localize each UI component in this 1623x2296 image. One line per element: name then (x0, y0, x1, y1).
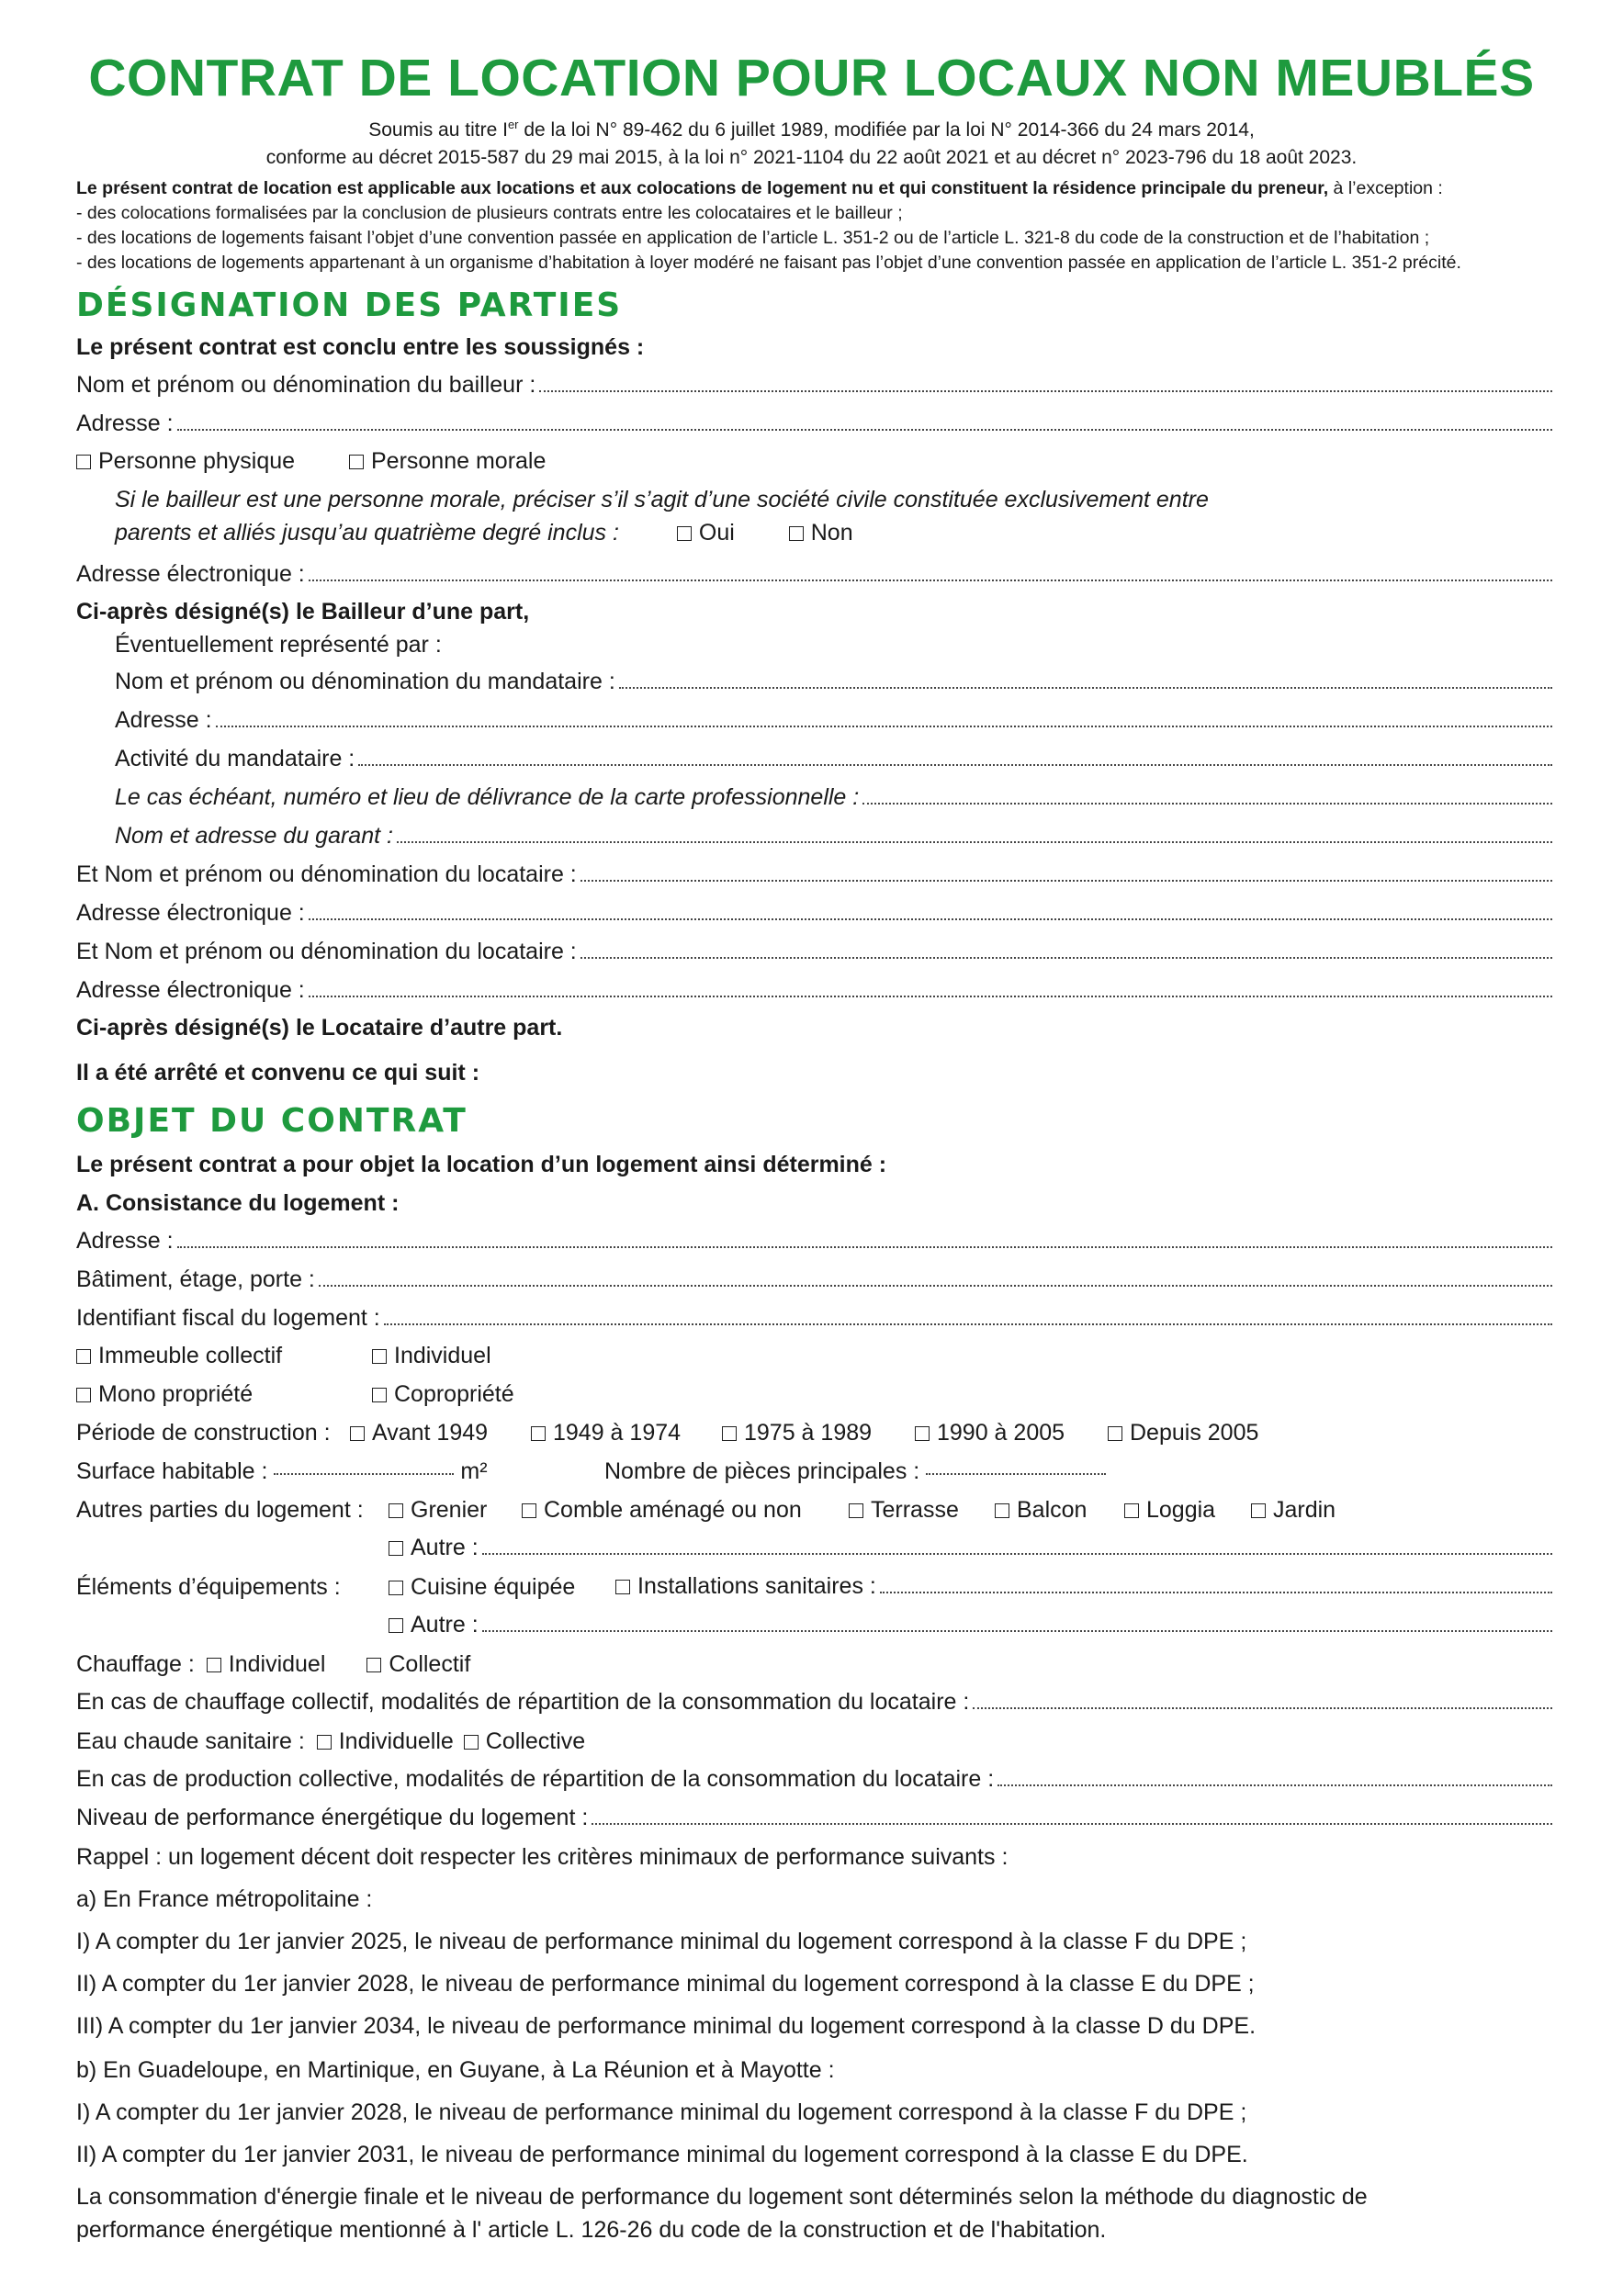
option-label: Individuel (394, 1343, 491, 1368)
field-label: Activité du mandataire : (115, 746, 355, 771)
field-mandataire-name[interactable] (115, 664, 1552, 695)
represente-label: Éventuellement représenté par : (115, 632, 442, 658)
fill-line[interactable] (384, 1322, 1552, 1325)
fill-line[interactable] (482, 1629, 1552, 1632)
outremer-item: I) A compter du 1er janvier 2028, le niveau de performance minimal du logement correspond à la classe F du DPE ; (76, 2099, 1247, 2125)
checkbox-personne-morale[interactable] (349, 448, 546, 475)
fill-line[interactable] (539, 389, 1552, 392)
checkbox-icon[interactable] (76, 1349, 91, 1364)
checkbox-jardin[interactable] (1251, 1497, 1336, 1524)
checkbox-loggia[interactable] (1124, 1497, 1215, 1524)
fill-line[interactable] (309, 579, 1552, 581)
field-sanitaires[interactable] (615, 1569, 1552, 1600)
subtitle-superscript: er (507, 118, 519, 131)
checkbox-icon[interactable] (207, 1658, 221, 1672)
bailleur-designation: Ci-après désigné(s) le Bailleur d’une part, (76, 599, 530, 625)
option-label: Individuel (228, 1651, 326, 1677)
checkbox-icon[interactable] (76, 1388, 91, 1402)
field-autre-equipements[interactable] (389, 1607, 1552, 1638)
field-logement-address[interactable] (76, 1223, 1552, 1255)
checkbox-periode-1[interactable] (350, 1420, 488, 1446)
checkbox-periode-3[interactable] (722, 1420, 872, 1446)
fill-line[interactable] (973, 1706, 1552, 1709)
checkbox-periode-2[interactable] (531, 1420, 681, 1446)
field-label: Nom et adresse du garant : (115, 823, 393, 849)
field-chauffage-modalites[interactable] (76, 1684, 1552, 1716)
checkbox-non[interactable] (789, 520, 853, 546)
chauffage-label: Chauffage : (76, 1651, 195, 1677)
field-bailleur-name[interactable] (76, 367, 1552, 399)
checkbox-icon[interactable] (389, 1581, 403, 1595)
section-heading-objet: OBJET DU CONTRAT (76, 1102, 468, 1140)
option-label: Balcon (1017, 1497, 1088, 1523)
field-label: Autre : (411, 1535, 479, 1560)
field-label: Adresse électronique : (76, 977, 305, 1003)
checkbox-icon[interactable] (389, 1503, 403, 1518)
checkbox-icon[interactable] (366, 1658, 381, 1672)
checkbox-copropriete[interactable] (372, 1381, 514, 1408)
field-bailleur-address[interactable] (76, 406, 1552, 437)
checkbox-eau-collective[interactable] (464, 1728, 585, 1755)
field-label: Nom et prénom ou dénomination du mandataire : (115, 669, 615, 694)
fill-line[interactable] (309, 995, 1552, 997)
fill-line[interactable] (309, 917, 1552, 920)
section-heading-parties: DÉSIGNATION DES PARTIES (76, 287, 623, 324)
checkbox-icon[interactable] (677, 526, 692, 541)
checkbox-icon[interactable] (464, 1735, 479, 1750)
equipements-label: Éléments d’équipements : (76, 1574, 341, 1600)
fill-line[interactable] (177, 428, 1552, 431)
option-label: Terrasse (871, 1497, 959, 1523)
field-label: Niveau de performance énergétique du logement : (76, 1805, 589, 1830)
rappel-text: Rappel : un logement décent doit respecter les critères minimaux de performance suivants : (76, 1844, 1009, 1870)
autres-parties-label: Autres parties du logement : (76, 1497, 364, 1523)
field-label: Et Nom et prénom ou dénomination du locataire : (76, 939, 577, 964)
metropole-item: III) A compter du 1er janvier 2034, le niveau de performance minimal du logement correspond à la classe D du DPE. (76, 2013, 1257, 2039)
field-label: Installations sanitaires : (637, 1573, 876, 1599)
checkbox-icon[interactable] (615, 1580, 630, 1594)
checkbox-icon[interactable] (372, 1388, 387, 1402)
field-label: Identifiant fiscal du logement : (76, 1305, 380, 1331)
subtitle-line-2: conforme au décret 2015-587 du 29 mai 2015, à la loi n° 2021-1104 du 22 août 2021 et au décret n° 2023-796 du 18 août 2023. (265, 147, 1358, 168)
subtitle-text: de la loi N° 89-462 du 6 juillet 1989, modifiée par la loi N° 2014-366 du 24 mars 2014, (518, 119, 1255, 141)
fill-line[interactable] (397, 840, 1552, 843)
checkbox-chauffage-collectif[interactable] (366, 1651, 470, 1678)
option-label: Cuisine équipée (411, 1574, 576, 1600)
objet-intro: Le présent contrat a pour objet la location d’un logement ainsi déterminé : (76, 1152, 887, 1177)
checkbox-chauffage-individuel[interactable] (207, 1651, 326, 1678)
field-mandataire-activity[interactable] (115, 741, 1552, 772)
field-locataire-2-email[interactable] (76, 973, 1552, 1004)
option-label: Oui (698, 520, 735, 546)
checkbox-icon[interactable] (350, 1426, 365, 1441)
eau-chaude-row (76, 1728, 627, 1755)
checkbox-icon[interactable] (915, 1426, 930, 1441)
option-label: 1975 à 1989 (744, 1420, 873, 1446)
field-garant[interactable] (115, 818, 1552, 850)
outremer-item: II) A compter du 1er janvier 2031, le niveau de performance minimal du logement correspond à la classe E du DPE. (76, 2142, 1248, 2167)
option-label: Jardin (1273, 1497, 1336, 1523)
checkbox-terrasse[interactable] (849, 1497, 959, 1524)
option-label: Comble aménagé ou non (544, 1497, 802, 1523)
checkbox-icon[interactable] (317, 1735, 332, 1750)
option-label: Personne morale (371, 448, 547, 474)
field-batiment[interactable] (76, 1262, 1552, 1293)
option-label: Grenier (411, 1497, 488, 1523)
parties-intro: Le présent contrat est conclu entre les soussignés : (76, 334, 645, 360)
subtitle-line-1 (0, 118, 1623, 141)
option-label: Collectif (389, 1651, 471, 1677)
field-locataire-2[interactable] (76, 934, 1552, 965)
field-locataire-1[interactable] (76, 857, 1552, 888)
conclusion-line-2: performance énergétique mentionné à l' article L. 126-26 du code de la construction et de l'habitation. (76, 2217, 1107, 2243)
fill-line[interactable] (619, 686, 1552, 689)
fill-line[interactable] (177, 1245, 1552, 1248)
field-carte-pro[interactable] (115, 780, 1552, 811)
fill-line[interactable] (358, 763, 1552, 766)
fill-line[interactable] (580, 956, 1552, 959)
field-label: Et Nom et prénom ou dénomination du locataire : (76, 861, 577, 887)
option-label: Mono propriété (98, 1381, 254, 1407)
field-label: Surface habitable : (76, 1458, 268, 1484)
fill-line[interactable] (926, 1472, 1106, 1475)
field-label: Le cas échéant, numéro et lieu de délivrance de la carte professionnelle : (115, 784, 860, 810)
intro-line (76, 178, 1564, 199)
checkbox-icon[interactable] (722, 1426, 737, 1441)
conclusion-line-1: La consommation d'énergie finale et le niveau de performance du logement sont déterminés selon la méthode du diagnostic de (76, 2184, 1368, 2210)
field-autre-parties[interactable] (389, 1530, 1552, 1561)
checkbox-personne-physique[interactable] (76, 448, 295, 475)
checkbox-icon[interactable] (995, 1503, 1009, 1518)
intro-item: - des colocations formalisées par la conclusion de plusieurs contrats entre les colocataires et le bailleur ; (76, 203, 903, 223)
morale-note-2-row (115, 520, 896, 546)
intro-item: - des locations de logements faisant l’objet d’une convention passée en application de l’article L. 351-2 ou de l’article L. 321-8 du code de la construction et de l’habitation ; (76, 228, 1430, 248)
metropole-heading: a) En France métropolitaine : (76, 1886, 373, 1912)
checkbox-icon[interactable] (349, 455, 364, 469)
field-label: Nom et prénom ou dénomination du bailleur : (76, 372, 536, 398)
morale-note-2: parents et alliés jusqu’au quatrième degré inclus : (115, 520, 619, 546)
intro-normal: à l’exception : (1328, 178, 1443, 198)
outremer-heading: b) En Guadeloupe, en Martinique, en Guyane, à La Réunion et à Mayotte : (76, 2057, 835, 2083)
option-label: Non (810, 520, 853, 546)
checkbox-comble[interactable] (522, 1497, 802, 1524)
checkbox-individuel[interactable] (372, 1343, 491, 1369)
fill-line[interactable] (997, 1784, 1552, 1786)
checkbox-oui[interactable] (677, 520, 735, 546)
fill-line[interactable] (482, 1552, 1552, 1555)
bailleur-type-options (76, 448, 588, 475)
fill-line[interactable] (862, 802, 1552, 805)
checkbox-grenier[interactable] (389, 1497, 487, 1524)
checkbox-balcon[interactable] (995, 1497, 1087, 1524)
field-pieces[interactable] (604, 1458, 1106, 1485)
checkbox-periode-4[interactable] (915, 1420, 1065, 1446)
checkbox-icon[interactable] (522, 1503, 536, 1518)
checkbox-icon[interactable] (531, 1426, 546, 1441)
field-label: En cas de chauffage collectif, modalités de répartition de la consommation du locataire : (76, 1689, 970, 1715)
field-label: Adresse : (76, 1228, 174, 1254)
morale-note-1: Si le bailleur est une personne morale, préciser s’il s’agit d’une société civile constituée exclusivement entre (115, 487, 1209, 512)
field-label: Adresse : (76, 411, 174, 436)
eau-label: Eau chaude sanitaire : (76, 1728, 305, 1754)
field-label: Adresse électronique : (76, 561, 305, 587)
periode-label: Période de construction : (76, 1420, 331, 1446)
checkbox-icon[interactable] (372, 1349, 387, 1364)
field-surface[interactable] (76, 1458, 488, 1485)
metropole-item: I) A compter du 1er janvier 2025, le niveau de performance minimal du logement correspond à la classe F du DPE ; (76, 1929, 1247, 1954)
option-label: Immeuble collectif (98, 1343, 283, 1368)
field-mandataire-address[interactable] (115, 703, 1552, 734)
option-label: 1949 à 1974 (553, 1420, 682, 1446)
field-label: En cas de production collective, modalités de répartition de la consommation du locataire : (76, 1766, 995, 1792)
field-label: Adresse : (115, 707, 212, 733)
field-label: Autre : (411, 1612, 479, 1638)
option-label: Avant 1949 (372, 1420, 489, 1446)
page-title: CONTRAT DE LOCATION POUR LOCAUX NON MEUBLÉS (88, 49, 1535, 107)
checkbox-immeuble-collectif[interactable] (76, 1343, 282, 1369)
fill-line[interactable] (319, 1284, 1552, 1287)
option-label: Loggia (1146, 1497, 1216, 1523)
field-performance[interactable] (76, 1800, 1552, 1831)
intro-bold: Le présent contrat de location est applicable aux locations et aux colocations de logement nu et qui constituent la résidence principale du preneur, (76, 178, 1329, 198)
fill-line[interactable] (580, 879, 1552, 882)
checkbox-icon[interactable] (1251, 1503, 1266, 1518)
field-label: Adresse électronique : (76, 900, 305, 926)
fill-line[interactable] (592, 1822, 1552, 1825)
field-bailleur-email[interactable] (76, 557, 1552, 588)
surface-unit: m² (460, 1458, 488, 1484)
option-label: Collective (485, 1728, 586, 1754)
field-locataire-1-email[interactable] (76, 895, 1552, 927)
consistance-heading: A. Consistance du logement : (76, 1190, 400, 1216)
checkbox-periode-5[interactable] (1108, 1420, 1258, 1446)
field-label: Bâtiment, étage, porte : (76, 1266, 315, 1292)
chauffage-row (76, 1651, 513, 1678)
fill-line[interactable] (274, 1472, 454, 1475)
subtitle-text: Soumis au titre I (368, 119, 508, 141)
checkbox-icon[interactable] (389, 1618, 403, 1633)
checkbox-icon[interactable] (389, 1541, 403, 1556)
field-production-modalites[interactable] (76, 1761, 1552, 1793)
checkbox-icon[interactable] (1108, 1426, 1122, 1441)
convenu-statement: Il a été arrêté et convenu ce qui suit : (76, 1060, 480, 1086)
checkbox-cuisine[interactable] (389, 1574, 575, 1601)
checkbox-icon[interactable] (789, 526, 804, 541)
option-label: Depuis 2005 (1130, 1420, 1259, 1446)
field-label: Nombre de pièces principales : (604, 1458, 920, 1484)
option-label: Personne physique (98, 448, 296, 474)
option-label: 1990 à 2005 (937, 1420, 1065, 1446)
option-label: Individuelle (338, 1728, 454, 1754)
checkbox-icon[interactable] (1124, 1503, 1139, 1518)
option-label: Copropriété (394, 1381, 514, 1407)
metropole-item: II) A compter du 1er janvier 2028, le niveau de performance minimal du logement correspond à la classe E du DPE ; (76, 1971, 1255, 1997)
checkbox-eau-individuelle[interactable] (317, 1728, 454, 1755)
locataire-designation: Ci-après désigné(s) le Locataire d’autre part. (76, 1015, 563, 1041)
checkbox-icon[interactable] (76, 455, 91, 469)
fill-line[interactable] (880, 1591, 1552, 1593)
intro-item: - des locations de logements appartenant à un organisme d’habitation à loyer modéré ne faisant pas l’objet d’une convention passée en application de l’article L. 351-2 précité. (76, 253, 1461, 273)
field-fiscal-id[interactable] (76, 1300, 1552, 1332)
fill-line[interactable] (216, 725, 1552, 727)
checkbox-mono-propriete[interactable] (76, 1381, 253, 1408)
checkbox-icon[interactable] (849, 1503, 863, 1518)
